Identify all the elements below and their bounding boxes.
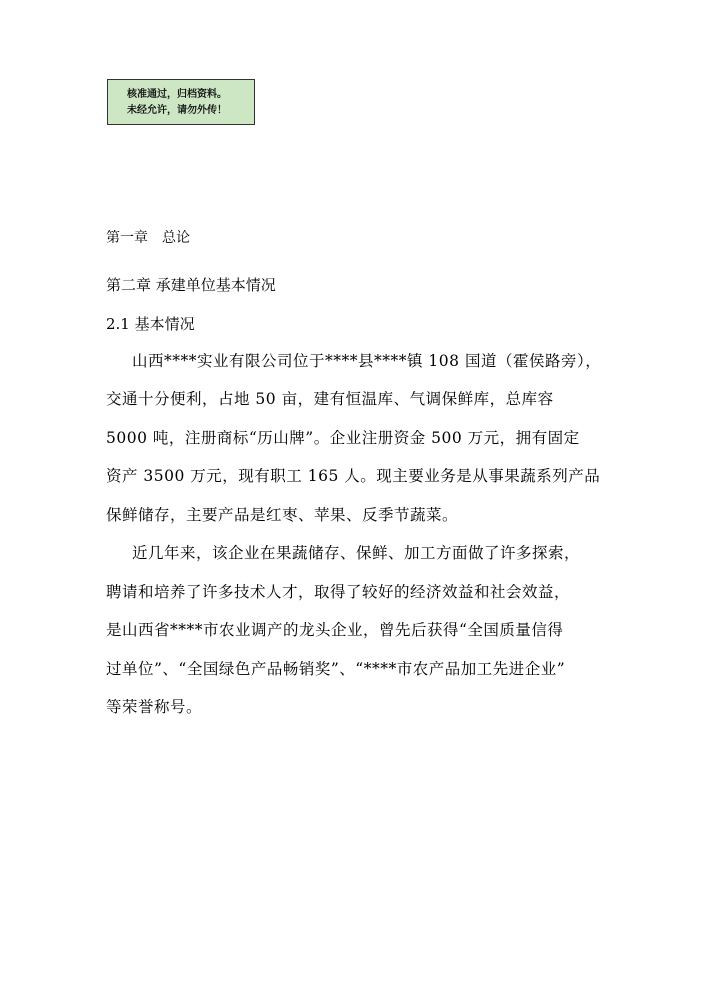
approval-stamp [107,79,255,125]
paragraph-1-line-1: 山西****实业有限公司位于****县****镇 108 国道（霍侯路旁）， [116,352,602,370]
paragraph-1-line-2: 交通十分便利，占地 50 亩，建有恒温库、气调保鲜库，总库容 [106,390,554,408]
chapter-1-heading: 第一章 总论 [106,230,190,246]
stamp-line-1: 核准通过，归档资料。 [127,89,227,100]
paragraph-2-line-4: 过单位”、“全国绿色产品畅销奖”、“****市农产品加工先进企业” [106,660,566,678]
paragraph-2-line-5: 等荣誉称号。 [106,698,203,716]
paragraph-1-line-5: 保鲜储存，主要产品是红枣、苹果、反季节蔬菜。 [106,506,459,524]
paragraph-1-line-4: 资产 3500 万元，现有职工 165 人。现主要业务是从事果蔬系列产品 [106,467,601,485]
paragraph-1-line-3: 5000 吨，注册商标“历山牌”。企业注册资金 500 万元，拥有固定 [106,429,580,447]
stamp-line-2: 未经允许，请勿外传！ [127,105,227,116]
chapter-2-heading: 第二章 承建单位基本情况 [106,276,276,294]
paragraph-2-line-1: 近几年来，该企业在果蔬储存、保鲜、加工方面做了许多探索， [116,544,581,562]
paragraph-2-line-2: 聘请和培养了许多技术人才，取得了较好的经济效益和社会效益， [106,583,571,601]
section-2-1-heading: 2.1 基本情况 [106,315,195,333]
paragraph-2-line-3: 是山西省****市农业调产的龙头企业，曾先后获得“全国质量信得 [106,621,564,639]
